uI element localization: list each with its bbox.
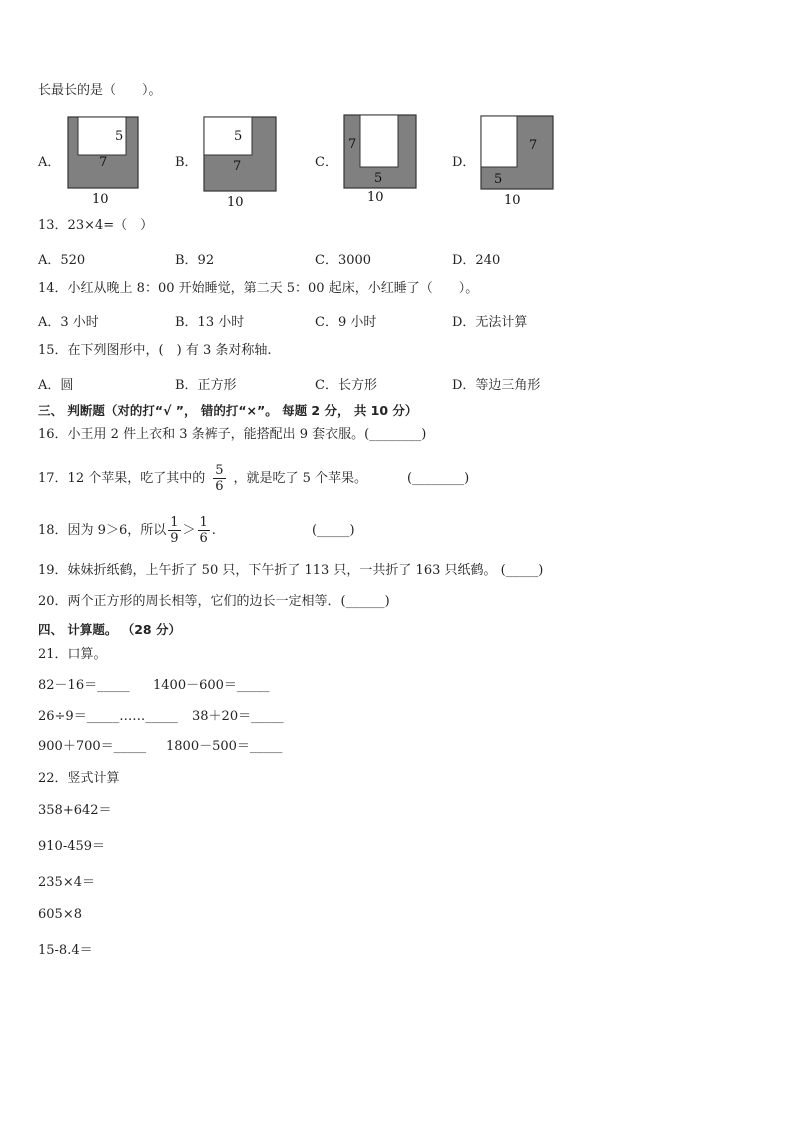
figure-a-label-bottom: 10: [92, 192, 109, 206]
figure-c-label-left: 7: [348, 137, 357, 152]
q18-greater-than: ＞: [182, 522, 196, 538]
q15-option-a[interactable]: A．圆: [38, 378, 74, 393]
q17-pre: 17．12 个苹果，吃了其中的: [38, 470, 206, 486]
q21-row-3-item-1: 900＋700＝_____: [38, 739, 147, 754]
q13-option-b[interactable]: B．92: [175, 253, 215, 268]
q14-option-c[interactable]: C．9 小时: [315, 315, 377, 330]
figure-b-label-inner: 7: [233, 159, 242, 174]
q22-item-5: 15-8.4＝: [38, 943, 93, 958]
q18-answer-blank[interactable]: (_____): [311, 522, 355, 538]
figure-d-label-inner: 5: [494, 172, 503, 187]
q18-fraction-1-numerator: 1: [170, 515, 179, 530]
q21-row-2-item-1: 26÷9＝_____……_____: [38, 709, 178, 724]
q15-option-b[interactable]: B．正方形: [175, 378, 237, 393]
figure-d-label-bottom: 10: [504, 193, 521, 207]
q18-fraction-2-denominator: 6: [199, 531, 208, 546]
section-4-heading: 四、 计算题。 （28 分）: [38, 622, 181, 637]
q21-row-2-item-2: 38＋20＝_____: [192, 709, 284, 724]
q22-item-2: 910-459＝: [38, 839, 106, 854]
q12-figure-d: [477, 113, 559, 207]
q20-text: 20．两个正方形的周长相等，它们的边长一定相等．(______): [38, 594, 390, 609]
q13-option-d[interactable]: D．240: [452, 253, 501, 268]
figure-b-label-bottom: 10: [227, 195, 244, 210]
q12-figure-c: [340, 112, 422, 204]
q22-stem: 22．竖式计算: [38, 771, 120, 786]
q21-row-3-item-2: 1800－500＝_____: [166, 739, 283, 754]
q14-option-d[interactable]: D．无法计算: [452, 315, 528, 330]
q12-figure-b: [200, 114, 282, 210]
q12-option-a-label[interactable]: A．: [38, 155, 61, 170]
q18-fraction-1-denominator: 9: [170, 531, 179, 546]
q13-option-c[interactable]: C．3000: [315, 253, 372, 268]
q17-fraction-numerator: 5: [215, 463, 224, 478]
q13-option-a[interactable]: A．520: [38, 253, 86, 268]
q21-row-1-item-1: 82－16＝_____: [38, 678, 130, 693]
q12-option-d-label[interactable]: D．: [452, 155, 476, 170]
q21-stem: 21．口算。: [38, 647, 107, 662]
q13-stem: 13．23×4=（ ）: [38, 218, 154, 233]
figure-c-label-inner: 5: [374, 171, 383, 186]
q18-pre: 18．因为 9＞6，所以: [38, 522, 167, 538]
q18-line: [38, 515, 355, 546]
q15-option-c[interactable]: C．长方形: [315, 378, 377, 393]
figure-b-label-top: 5: [234, 129, 243, 144]
q17-line: [38, 463, 469, 494]
q18-post: .: [211, 522, 216, 538]
figure-d-cutout: [481, 116, 517, 167]
q19-text: 19．妹妹折纸鹤，上午折了 50 只，下午折了 113 只，一共折了 163 只纸鹤。 (_____): [38, 563, 544, 578]
q12-option-b-label[interactable]: B．: [175, 155, 198, 170]
q12-option-c-label[interactable]: C．: [315, 155, 338, 170]
figure-a-label-inner: 7: [99, 155, 108, 170]
section-3-heading: 三、 判断题（对的打“√ ”， 错的打“×”。 每题 2 分， 共 10 分）: [38, 403, 418, 418]
figure-b-cutout: [204, 117, 252, 155]
q12-figure-a: [64, 114, 144, 206]
q12-stem-tail: 长最长的是（ ）。: [38, 83, 162, 98]
q18-fraction-2: [198, 515, 210, 546]
q17-answer-blank[interactable]: (________): [407, 470, 470, 486]
q14-option-a[interactable]: A．3 小时: [38, 315, 99, 330]
q18-fraction-1: [168, 515, 180, 546]
q14-option-b[interactable]: B．13 小时: [175, 315, 245, 330]
q15-option-d[interactable]: D．等边三角形: [452, 378, 541, 393]
q17-fraction-denominator: 6: [215, 479, 224, 494]
q22-item-4: 605×8: [38, 907, 82, 922]
q22-item-3: 235×4＝: [38, 875, 95, 890]
figure-c-label-bottom: 10: [367, 190, 384, 204]
q15-stem: 15．在下列图形中，( ) 有 3 条对称轴.: [38, 343, 272, 358]
q22-item-1: 358+642＝: [38, 803, 112, 818]
q17-fraction: [213, 463, 225, 494]
q16-text: 16．小王用 2 件上衣和 3 条裤子，能搭配出 9 套衣服。(________): [38, 427, 427, 442]
q21-row-1-item-2: 1400－600＝_____: [153, 678, 270, 693]
q17-post: ，就是吃了 5 个苹果。: [233, 470, 368, 486]
figure-c-cutout: [360, 115, 398, 167]
q18-fraction-2-numerator: 1: [199, 515, 208, 530]
figure-a-label-top: 5: [115, 129, 124, 144]
q14-stem: 14．小红从晚上 8：00 开始睡觉，第二天 5：00 起床，小红睡了（ ）。: [38, 281, 479, 296]
figure-d-label-right: 7: [529, 138, 538, 153]
